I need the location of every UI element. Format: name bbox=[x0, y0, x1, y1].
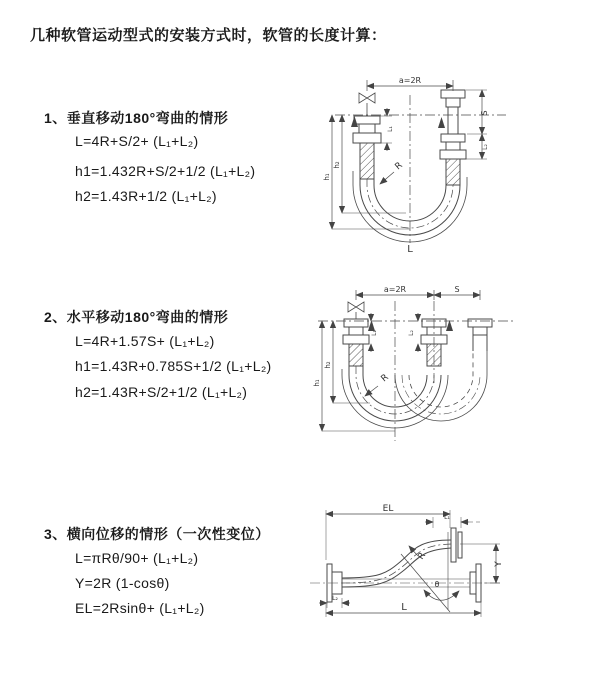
dim-label-r: R bbox=[393, 160, 405, 173]
right-hose-end bbox=[438, 90, 466, 185]
section-3-formula-L: L=πRθ/90+ (L₁+L₂) bbox=[75, 550, 199, 566]
dim-label-h1: h₁ bbox=[323, 173, 331, 181]
dim-label-r: R bbox=[416, 550, 429, 562]
left-hose-end bbox=[343, 319, 369, 366]
diagram-vertical-180-bend bbox=[310, 73, 590, 255]
section-3-formula-EL: EL=2Rsinθ+ (L₁+L₂) bbox=[75, 600, 205, 616]
dim-label-h2: h₂ bbox=[324, 361, 332, 369]
figure-lateral-displacement bbox=[298, 498, 600, 650]
radius-leader bbox=[380, 172, 394, 184]
dim-label-l: L bbox=[407, 244, 413, 255]
dimension-l1 bbox=[425, 517, 483, 528]
dim-label-l1: L₁ bbox=[387, 126, 394, 132]
dim-label-l2: L₂ bbox=[482, 144, 489, 150]
section-2-formula-h1: h1=1.43R+0.785S+1/2 (L₁+L₂) bbox=[75, 358, 272, 374]
up-arrow-icon bbox=[446, 320, 453, 331]
section-1-formula-L: L=4R+S/2+ (L₁+L₂) bbox=[75, 133, 199, 149]
section-3-heading: 3、横向位移的情形（一次性变位） bbox=[44, 526, 270, 542]
section-1-heading: 1、垂直移动180°弯曲的情形 bbox=[44, 110, 229, 126]
dim-label-s: S bbox=[454, 285, 460, 294]
dim-label-a2r: a=2R bbox=[398, 76, 422, 85]
up-arrow-icon bbox=[368, 320, 375, 331]
braided-hose-left bbox=[349, 344, 363, 366]
dim-label-theta: θ bbox=[434, 580, 440, 589]
braided-hose-middle bbox=[427, 344, 441, 366]
left-hose-end bbox=[351, 116, 381, 179]
figure-vertical-180-bend bbox=[310, 73, 590, 255]
braided-hose-right bbox=[446, 159, 460, 185]
dim-label-l2: L₂ bbox=[408, 330, 415, 336]
diagram-horizontal-180-bend bbox=[308, 283, 590, 453]
valve-icon bbox=[359, 93, 375, 116]
up-arrow-icon bbox=[438, 117, 445, 128]
section-3-formula-Y: Y=2R (1-cosθ) bbox=[75, 575, 170, 591]
shifted-hose-end bbox=[468, 319, 492, 351]
dim-label-l: L bbox=[401, 602, 407, 613]
diagram-lateral-displacement bbox=[298, 498, 600, 650]
radius-leader bbox=[409, 546, 417, 555]
page-title: 几种软管运动型式的安装方式时，软管的长度计算： bbox=[30, 27, 387, 44]
straight-hose bbox=[310, 579, 503, 587]
section-1-formula-h1: h1=1.432R+S/2+1/2 (L₁+L₂) bbox=[75, 163, 256, 179]
section-2-formula-L: L=4R+1.57S+ (L₁+L₂) bbox=[75, 333, 215, 349]
figure-horizontal-180-bend bbox=[308, 283, 590, 453]
dim-label-y: Y bbox=[494, 561, 504, 567]
dim-label-a2r: a=2R bbox=[383, 285, 407, 294]
section-2-formula-h2: h2=1.43R+S/2+1/2 (L₁+L₂) bbox=[75, 384, 248, 400]
valve-icon bbox=[348, 302, 364, 319]
dim-label-h2: h₂ bbox=[333, 161, 341, 169]
up-arrow-icon bbox=[351, 116, 358, 127]
dim-label-s: S bbox=[480, 110, 489, 116]
dim-label-h1: h₁ bbox=[313, 379, 321, 387]
dim-label-r: R bbox=[379, 372, 391, 385]
dim-label-l1: L₁ bbox=[371, 330, 378, 336]
dim-label-l2: L₂ bbox=[332, 595, 338, 602]
braided-hose-left bbox=[360, 143, 374, 179]
dim-label-l1: L₁ bbox=[444, 514, 450, 521]
section-2-heading: 2、水平移动180°弯曲的情形 bbox=[44, 309, 229, 325]
centerlines bbox=[318, 301, 513, 441]
dim-label-el: EL bbox=[382, 504, 394, 514]
dimension-el bbox=[326, 510, 450, 560]
section-1-formula-h2: h2=1.43R+1/2 (L₁+L₂) bbox=[75, 188, 217, 204]
